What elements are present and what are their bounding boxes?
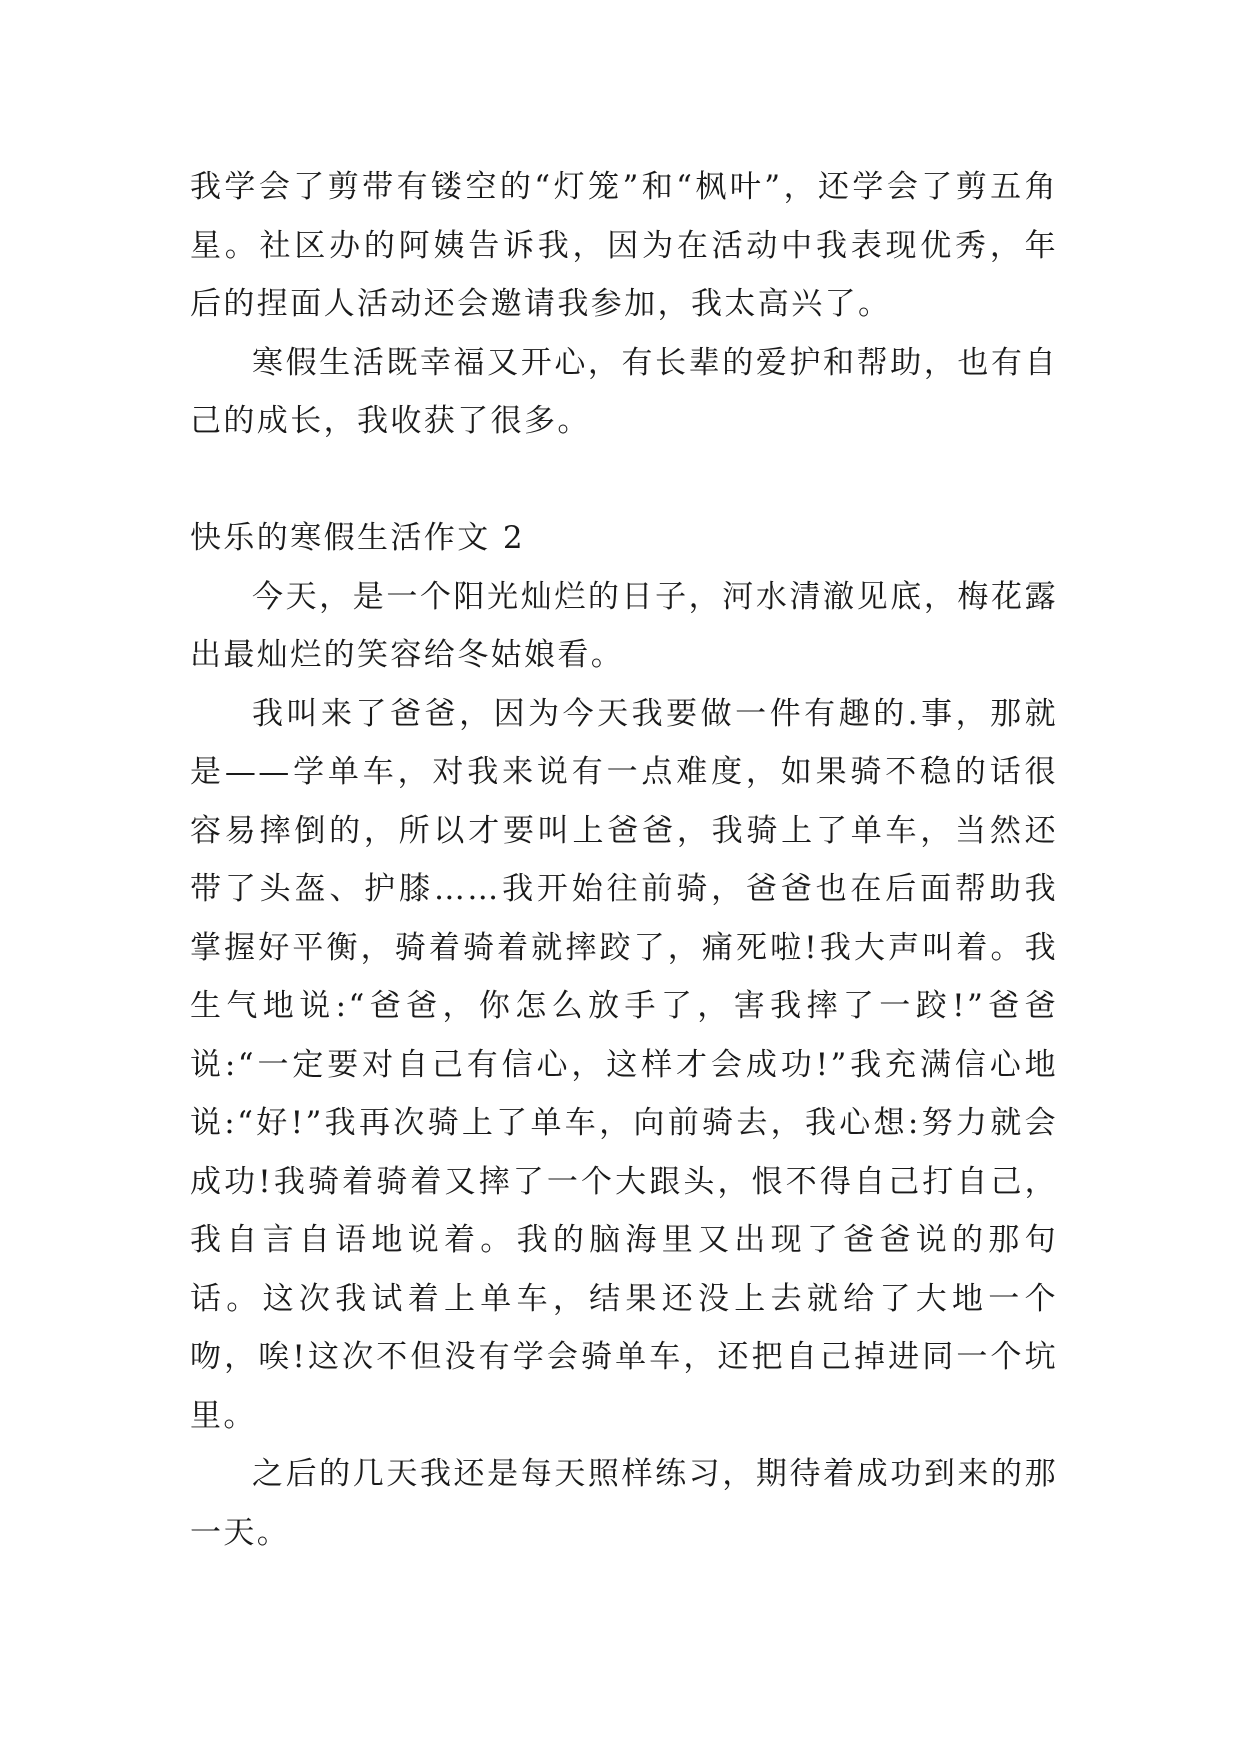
paragraph-conclusion: 寒假生活既幸福又开心，有长辈的爱护和帮助，也有自己的成长，我收获了很多。: [190, 344, 1058, 439]
paragraph-opening: 今天，是一个阳光灿烂的日子，河水清澈见底，梅花露出最灿烂的笑容给冬姑娘看。: [190, 578, 1058, 673]
section-title: 快乐的寒假生活作文 2: [190, 520, 525, 556]
paragraph-continued: 我学会了剪带有镂空的“灯笼”和“枫叶”，还学会了剪五角星。社区办的阿姨告诉我，因为在活动中我表现优秀，年后的捏面人活动还会邀请我参加，我太高兴了。: [190, 169, 1058, 322]
section-gap: [190, 451, 1058, 510]
document-page: [190, 158, 1058, 1562]
paragraph-ending: 之后的几天我还是每天照样练习，期待着成功到来的那一天。: [190, 1456, 1058, 1551]
paragraph-story: 我叫来了爸爸，因为今天我要做一件有趣的.事，那就是——学单车，对我来说有一点难度，如果骑不稳的话很容易摔倒的，所以才要叫上爸爸，我骑上了单车，当然还带了头盔、护膝……我开始往前骑，爸爸也在后面帮助我掌握好平衡，骑着骑着就摔跤了，痛死啦!我大声叫着。我生气地说:“爸爸，你怎么放手了，害我摔了一跤!”爸爸说:“一定要对自己有信心，这样才会成功!”我充满信心地说:“好!”我再次骑上了单车，向前骑去，我心想:努力就会成功!我骑着骑着又摔了一个大跟头，恨不得自己打自己，我自言自语地说着。我的脑海里又出现了爸爸说的那句话。这次我试着上单车，结果还没上去就给了大地一个吻，唉!这次不但没有学会骑单车，还把自己掉进同一个坑里。: [190, 695, 1058, 1434]
